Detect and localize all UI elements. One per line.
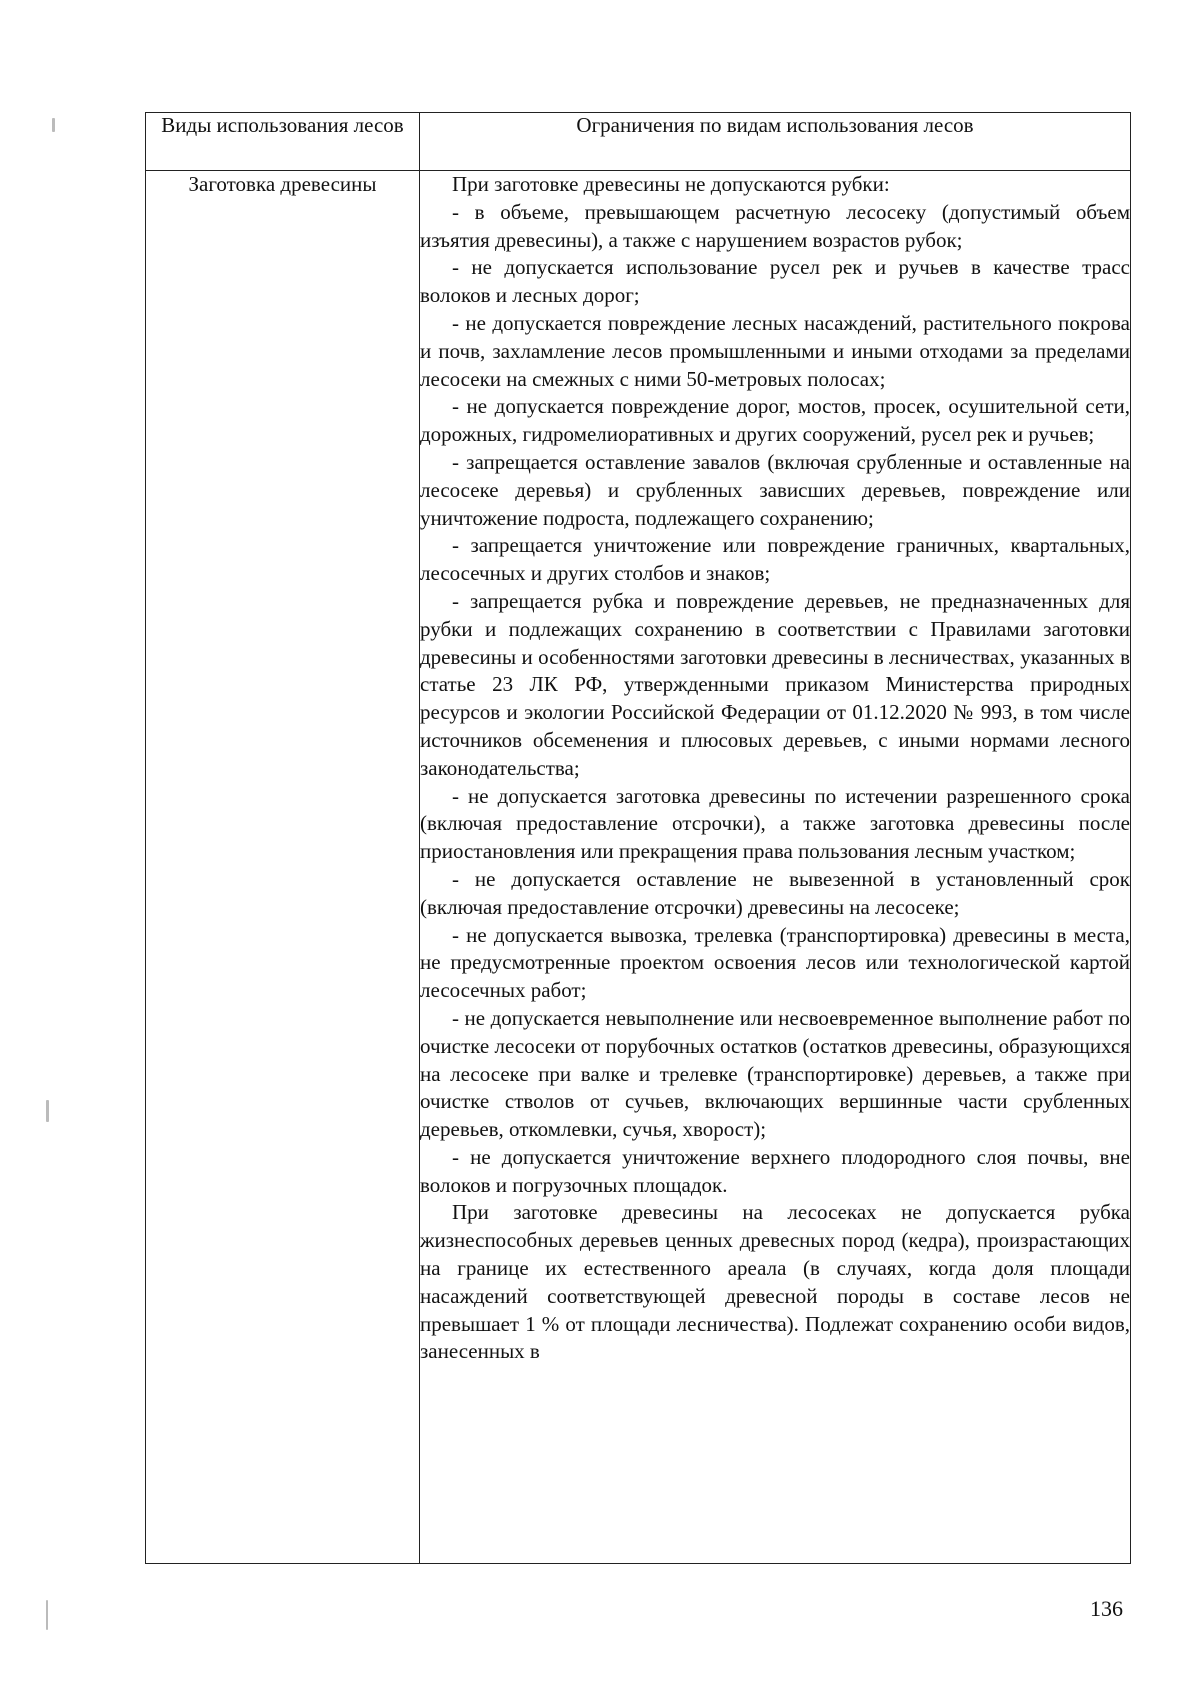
restriction-paragraph: - не допускается использование русел рек и ручьев в качестве трасс волоков и лесных дорог; xyxy=(420,255,1130,308)
restriction-paragraph: - в объеме, превышающем расчетную лесосеку (допустимый объем изъятия древесины), а также с нарушением возрастов рубок; xyxy=(420,199,1130,252)
restriction-paragraph: - не допускается оставление не вывезенной в установленный срок (включая предоставление отсрочки) древесины на лесосеке; xyxy=(420,866,1130,919)
header-restrictions: Ограничения по видам использования лесов xyxy=(420,113,1131,171)
use-type-cell: Заготовка древесины xyxy=(146,171,420,1564)
restriction-paragraph: - не допускается повреждение лесных насаждений, растительного покрова и почв, захламление лесов промышленными и иными отходами за пределами лесосеки на смежных с ними 50-метровых полосах; xyxy=(420,310,1130,391)
forest-use-restrictions-table xyxy=(145,112,1131,1564)
scan-speck xyxy=(52,118,55,132)
page-number: 136 xyxy=(1090,1596,1123,1621)
scan-speck xyxy=(46,1600,48,1630)
restriction-paragraph: - не допускается заготовка древесины по истечении разрешенного срока (включая предоставление отсрочки), а также заготовка древесины после приостановления или прекращения права пользования лесным участком; xyxy=(420,783,1130,864)
restriction-paragraph: - запрещается оставление завалов (включая срубленные и оставленные на лесосеке деревья) и срубленных зависших деревьев, повреждение или уничтожение подроста, подлежащего сохранению; xyxy=(420,449,1130,530)
restriction-paragraph: При заготовке древесины на лесосеках не допускается рубка жизнеспособных деревьев ценных древесных пород (кедра), произрастающих на границе их естественного ареала (в случаях, когда доля площади насаждений соответствующей древесной породы в составе лесов не превышает 1 % от площади лесничества). Подлежат сохранению особи видов, занесенных в xyxy=(420,1200,1130,1364)
restriction-paragraph: - не допускается вывозка, трелевка (транспортировка) древесины в места, не предусмотренные проектом освоения лесов или технологической картой лесосечных работ; xyxy=(420,922,1130,1003)
scan-speck xyxy=(46,1100,49,1122)
restriction-paragraph: - не допускается повреждение дорог, мостов, просек, осушительной сети, дорожных, гидромелиоративных и других сооружений, русел рек и ручьев; xyxy=(420,394,1130,447)
restriction-paragraph: - запрещается уничтожение или повреждение граничных, квартальных, лесосечных и других столбов и знаков; xyxy=(420,533,1130,586)
restriction-paragraph: - не допускается уничтожение верхнего плодородного слоя почвы, вне волоков и погрузочных площадок. xyxy=(420,1144,1130,1197)
table-row xyxy=(146,171,1131,1564)
restriction-paragraph: При заготовке древесины не допускаются рубки: xyxy=(452,172,890,196)
header-use-types: Виды использования лесов xyxy=(146,113,420,171)
restriction-paragraph: - запрещается рубка и повреждение деревьев, не предназначенных для рубки и подлежащих сохранению в соответствии с Правилами заготовки древесины и особенностями заготовки древесины в лесничествах, указанных в статье 23 ЛК РФ, утвержденными приказом Министерства природных ресурсов и экологии Российской Федерации от 01.12.2020 № 993, в том числе источников обсеменения и плюсовых деревьев, с иными нормами лесного законодательства; xyxy=(420,588,1130,780)
restriction-paragraph: - не допускается невыполнение или несвоевременное выполнение работ по очистке лесосеки от порубочных остатков (остатков древесины, образующихся на лесосеке при валке и трелевке (транспортировке) деревьев, а также при очистке стволов от сучьев, включающих вершинные части срубленных деревьев, откомлевки, сучья, хворост); xyxy=(420,1005,1130,1142)
restrictions-cell xyxy=(420,171,1131,1564)
table-header-row xyxy=(146,113,1131,171)
